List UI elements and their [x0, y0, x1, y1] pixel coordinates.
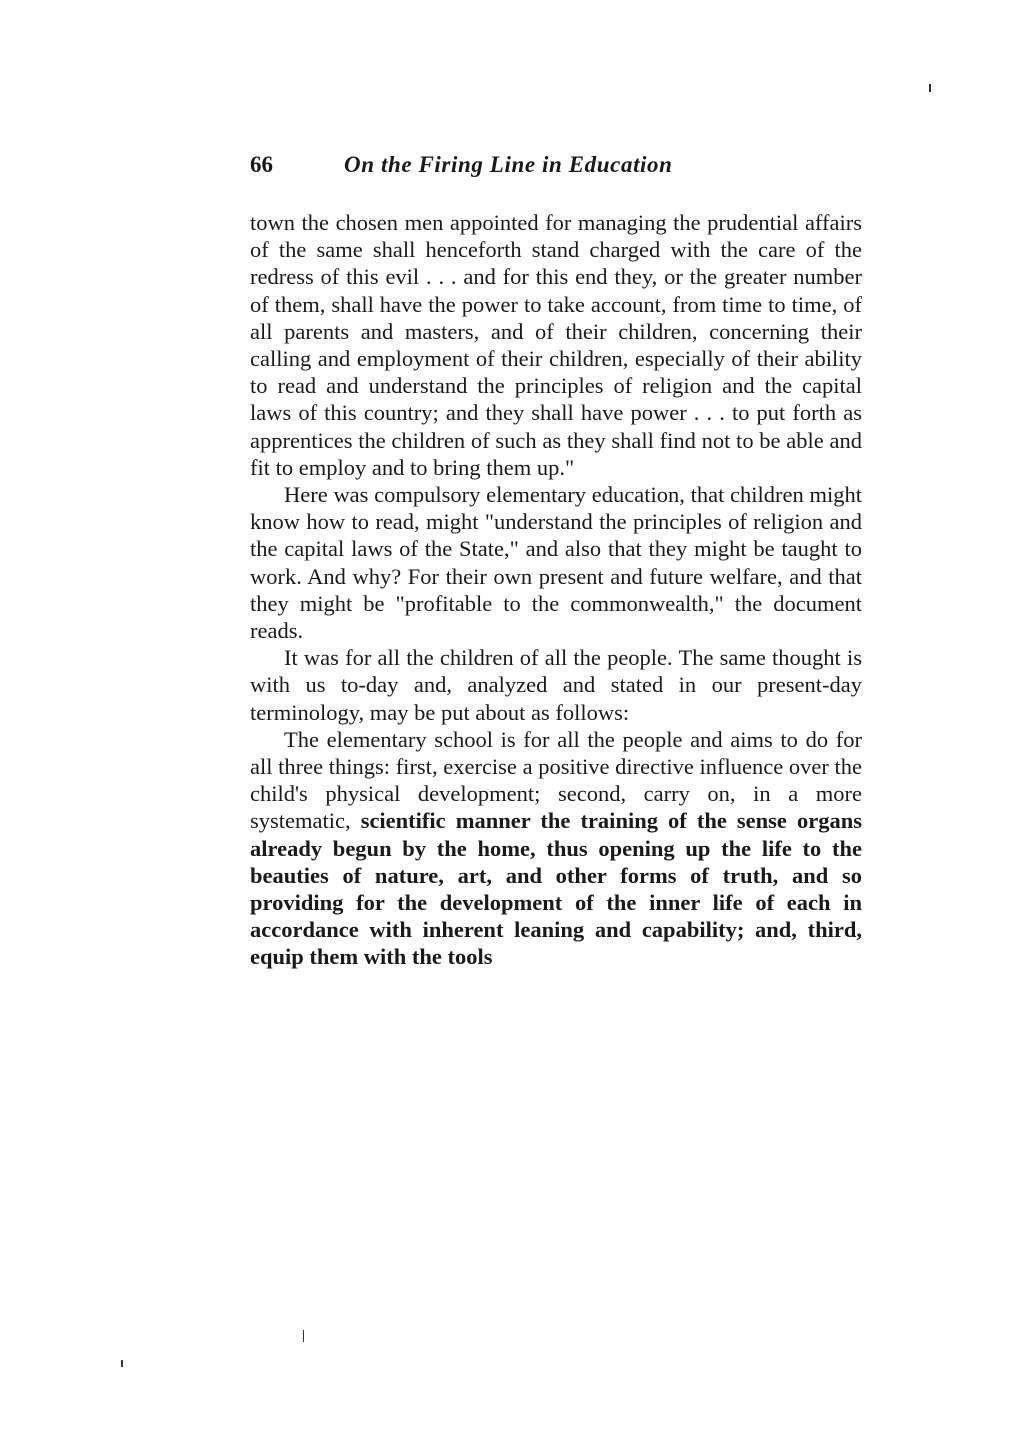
- paragraph-all-children: It was for all the children of all the people. The same thought is with us to-day and, analyzed and stated in our present-day terminology, may be put about as follows:: [250, 645, 862, 725]
- page-header: [250, 152, 762, 188]
- scan-speck-bottom-mid: [303, 1330, 304, 1342]
- running-title: On the Firing Line in Education: [344, 152, 673, 177]
- scan-speck-top-right: [929, 84, 931, 92]
- scan-speck-bottom-left: [121, 1360, 123, 1367]
- page-number: 66: [250, 152, 273, 177]
- body-text: [250, 209, 862, 971]
- paragraph-elementary-school: [250, 726, 862, 971]
- paragraph-compulsory-education: Here was compulsory elementary education, that children might know how to read, might "understand the principles of religion and the capital laws of the State," and also that they might be taught to work. And why? For their own present and future welfare, and that they might be "profitable to the commonwealth," the document reads.: [250, 482, 862, 644]
- paragraph-continued: town the chosen men appointed for managing the prudential affairs of the same shall henceforth stand charged with the care of the redress of this evil . . . and for this end they, or the greater number of them, shall have the power to take account, from time to time, of all parents and masters, and of their children, concerning their calling and employment of their children, especially of their ability to read and understand the principles of religion and the capital laws of this country; and they shall have power . . . to put forth as apprentices the children of such as they shall find not to be able and fit to employ and to bring them up.": [250, 210, 862, 480]
- paragraph-elementary-school-part2: scientific manner the training of the sense organs already begun by the home, thus opening up the life to the beauties of nature, art, and other forms of truth, and so providing for the development of the inner life of each in accordance with inherent leaning and capability; and, third, equip them with the tools: [250, 808, 863, 970]
- paragraph-elementary-school-part1: The elementary school is for all the people and aims to do for all three things: first, exercise a positive directive influence over the child's physical development; second, carry on, in a more systematic,: [250, 726, 862, 834]
